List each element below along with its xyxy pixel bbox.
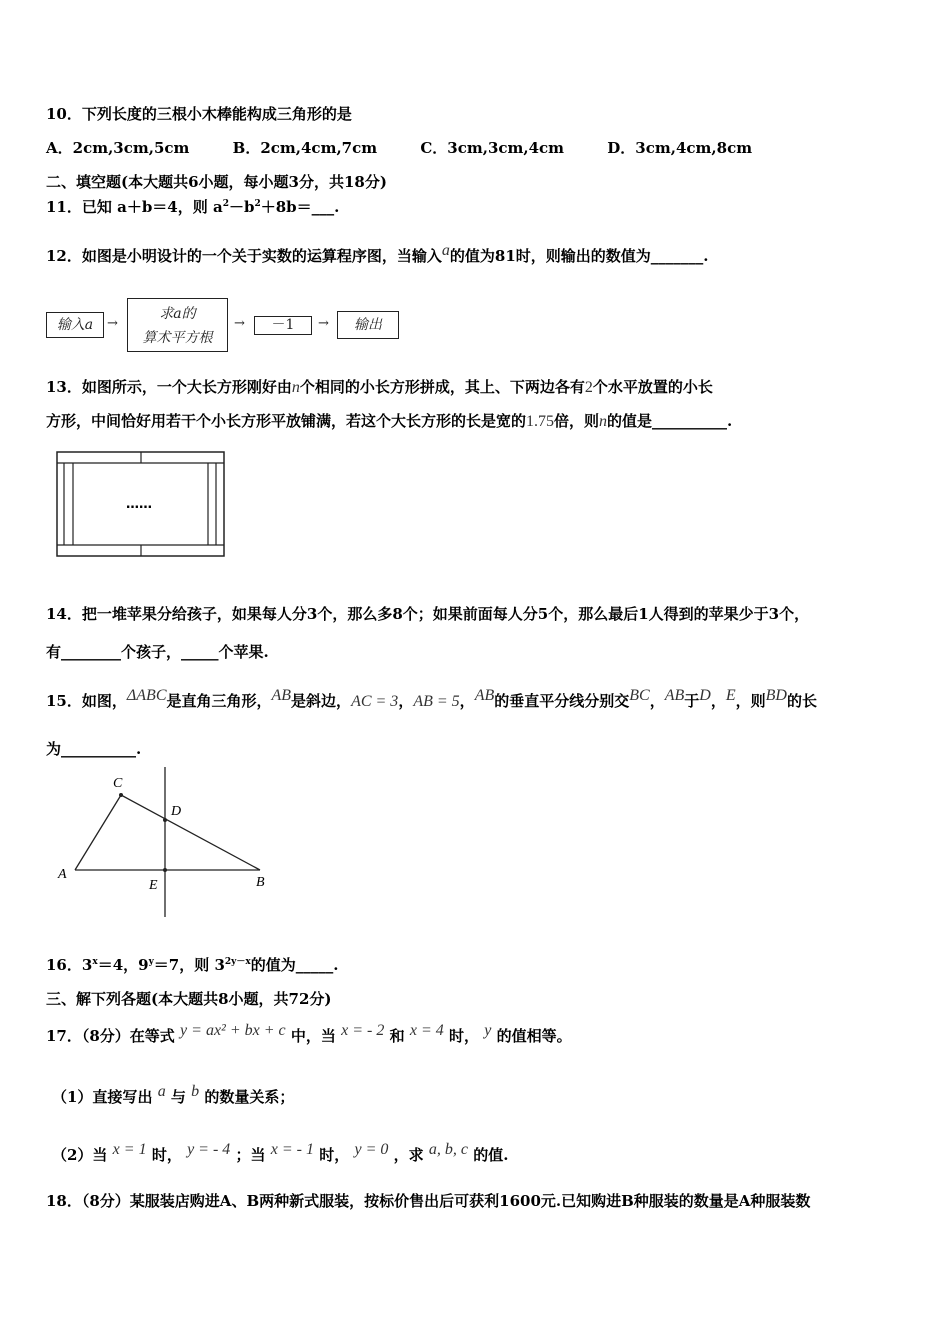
q17-semi: ；当 xyxy=(235,1146,266,1164)
q13-line2 xyxy=(46,410,732,431)
q17-p1b: 的数量关系； xyxy=(204,1088,295,1106)
option-b: B．2cm,4cm,7cm xyxy=(232,139,378,157)
point-e xyxy=(163,868,167,872)
section-2-heading: 二、填空题(本大题共6小题，每小题3分，共18分) xyxy=(46,173,387,191)
q13-l1b: 个相同的小长方形拼成，其上、下两边各有 xyxy=(299,378,585,396)
q17-shi2: 时， xyxy=(319,1146,350,1164)
q15-ab5: AB = 5 xyxy=(413,693,460,710)
q15-tri: ΔABC xyxy=(126,687,167,704)
q17-equation: y = ax² + bx + c xyxy=(180,1022,286,1039)
q17-p2a: （2）当 xyxy=(52,1146,108,1164)
q15-line1: 15．如图，$^{\Delta ABC}$是直角三角形，$^{AB}$是斜边，AC = 3，AB = 5，$^{AB}$的垂直平分线分别交$^{BC}$，$^{AB}$于$^D$，$^E$，则$^{BD}$的长 xyxy=(46,687,817,710)
q12 xyxy=(46,242,709,266)
q16-pre: 16．3 xyxy=(46,956,93,974)
q17-y: y xyxy=(484,1022,492,1039)
q16-exp: 2y－x xyxy=(224,957,251,967)
flow-minus-box: －1 xyxy=(254,316,312,335)
q17-post: 的值相等。 xyxy=(496,1027,572,1045)
q15-ab3: AB xyxy=(664,687,685,704)
flow-sqrt-box xyxy=(127,298,228,352)
q13-dots: …… xyxy=(126,497,152,512)
q15-e: E xyxy=(725,687,736,704)
q13-rectangle-figure xyxy=(56,451,226,558)
q17-b: b xyxy=(191,1083,200,1100)
flow-arrow-2: → xyxy=(234,316,245,331)
q14-line2: 有________个孩子，_____个苹果. xyxy=(46,643,269,661)
q16-x: x xyxy=(92,957,98,967)
q17-and: 和 xyxy=(389,1027,405,1045)
q16 xyxy=(46,954,339,975)
q17-c1: x = 1 xyxy=(112,1141,147,1158)
q12-var: a xyxy=(441,242,450,259)
flow-arrow-3: → xyxy=(318,316,329,331)
q11-mid: －b xyxy=(228,198,255,216)
q15-bd: BD xyxy=(765,687,787,704)
q17-mid: 中，当 xyxy=(290,1027,336,1045)
q17-pre: 17．（8分）在等式 xyxy=(46,1027,175,1045)
flow-output-box: 输出 xyxy=(337,311,399,339)
q12-pre: 12．如图是小明设计的一个关于实数的运算程序图，当输入 xyxy=(46,247,442,265)
q17-stem xyxy=(46,1022,572,1046)
q15-d: D xyxy=(699,687,711,704)
q11-pre: 11．已知 a＋b＝4，则 a xyxy=(46,198,223,216)
q13-l2b: 倍，则 xyxy=(554,412,600,430)
q17-qiu: ，求 xyxy=(393,1146,424,1164)
q13-l2c: 的值是__________. xyxy=(607,412,733,430)
q17-shi1: 时， xyxy=(151,1146,182,1164)
q10-stem: 10．下列长度的三根小木棒能构成三角形的是 xyxy=(46,105,352,123)
q16-mid: ＝4，9 xyxy=(97,956,149,974)
q13-n2: n xyxy=(599,413,608,430)
section-3-heading: 三、解下列各题(本大题共8小题，共72分) xyxy=(46,990,332,1008)
q15-line2: 为__________. xyxy=(46,740,142,758)
q15-l1f: 的长 xyxy=(786,692,817,710)
q13-line1 xyxy=(46,376,713,397)
q14-line1: 14．把一堆苹果分给孩子，如果每人分3个，那么多8个；如果前面每人分5个，那么最后1人得到的苹果少于3个， xyxy=(46,605,810,623)
flow-sqrt-line1: 求a的 xyxy=(159,306,196,322)
label-c: C xyxy=(113,776,123,791)
option-a: A．2cm,3cm,5cm xyxy=(46,139,190,157)
flow-input-box: 输入a xyxy=(46,312,104,338)
point-d xyxy=(163,818,167,822)
q13-l1c: 个水平放置的小长 xyxy=(592,378,713,396)
q15-l1a: 15．如图， xyxy=(46,692,127,710)
q15-l1e: ，则 xyxy=(735,692,766,710)
q16-post: 的值为_____. xyxy=(250,956,339,974)
q16-mid2: ＝7，则 3 xyxy=(153,956,225,974)
flow-sqrt-line2: 算术平方根 xyxy=(142,330,213,346)
q15-ab: AB xyxy=(271,687,292,704)
label-b: B xyxy=(256,875,265,890)
q17-c4: y = 0 xyxy=(354,1141,389,1158)
q13-ratio: 1.75 xyxy=(526,413,555,430)
q11 xyxy=(46,196,339,217)
q17-a: a xyxy=(157,1083,166,1100)
flow-arrow-1: → xyxy=(107,316,118,331)
q15-ac: AC = 3 xyxy=(351,693,399,710)
q15-l1d: 的垂直平分线分别交 xyxy=(494,692,630,710)
q13-two: 2 xyxy=(584,379,593,396)
q13-n: n xyxy=(291,379,300,396)
q17-part2 xyxy=(52,1141,508,1165)
q10-options xyxy=(46,137,790,158)
q15-l1c: 是斜边， xyxy=(291,692,352,710)
q17-c2: y = - 4 xyxy=(187,1141,231,1158)
q17-x1: x = - 2 xyxy=(341,1022,385,1039)
q12-post: 的值为81时，则输出的数值为_______. xyxy=(449,247,709,265)
q17-abc: a, b, c xyxy=(428,1141,468,1158)
q17-x2: x = 4 xyxy=(409,1022,444,1039)
q15-l1b: 是直角三角形， xyxy=(166,692,272,710)
q15-bc: BC xyxy=(629,687,650,704)
q17-with: 与 xyxy=(170,1088,186,1106)
q11-exp1: 2 xyxy=(222,199,229,209)
q13-l2a: 方形，中间恰好用若干个小长方形平放铺满，若这个大长方形的长是宽的 xyxy=(46,412,527,430)
q17-part1 xyxy=(52,1083,294,1107)
q17-c3: x = - 1 xyxy=(270,1141,315,1158)
q11-exp2: 2 xyxy=(254,199,261,209)
q15-triangle-figure xyxy=(55,765,285,925)
option-d: D．3cm,4cm,8cm xyxy=(607,139,753,157)
q15-ab2: AB xyxy=(474,687,495,704)
q15-yu: 于 xyxy=(684,692,700,710)
label-d: D xyxy=(171,804,182,819)
q17-p1a: （1）直接写出 xyxy=(52,1088,153,1106)
point-c xyxy=(119,793,123,797)
side-cb xyxy=(121,795,260,870)
q16-y: y xyxy=(148,957,154,967)
q13-l1a: 13．如图所示，一个大长方形刚好由 xyxy=(46,378,292,396)
label-a: A xyxy=(58,867,67,882)
q18: 18．（8分）某服装店购进A、B两种新式服装，按标价售出后可获利1600元.已知购进B种服装的数量是A种服装数 xyxy=(46,1192,811,1210)
q17-p2b: 的值. xyxy=(473,1146,509,1164)
label-e: E xyxy=(149,878,158,893)
option-c: C．3cm,3cm,4cm xyxy=(420,139,565,157)
q17-when: 时， xyxy=(448,1027,479,1045)
q11-post: ＋8b＝___. xyxy=(260,198,340,216)
side-ac xyxy=(75,795,121,870)
